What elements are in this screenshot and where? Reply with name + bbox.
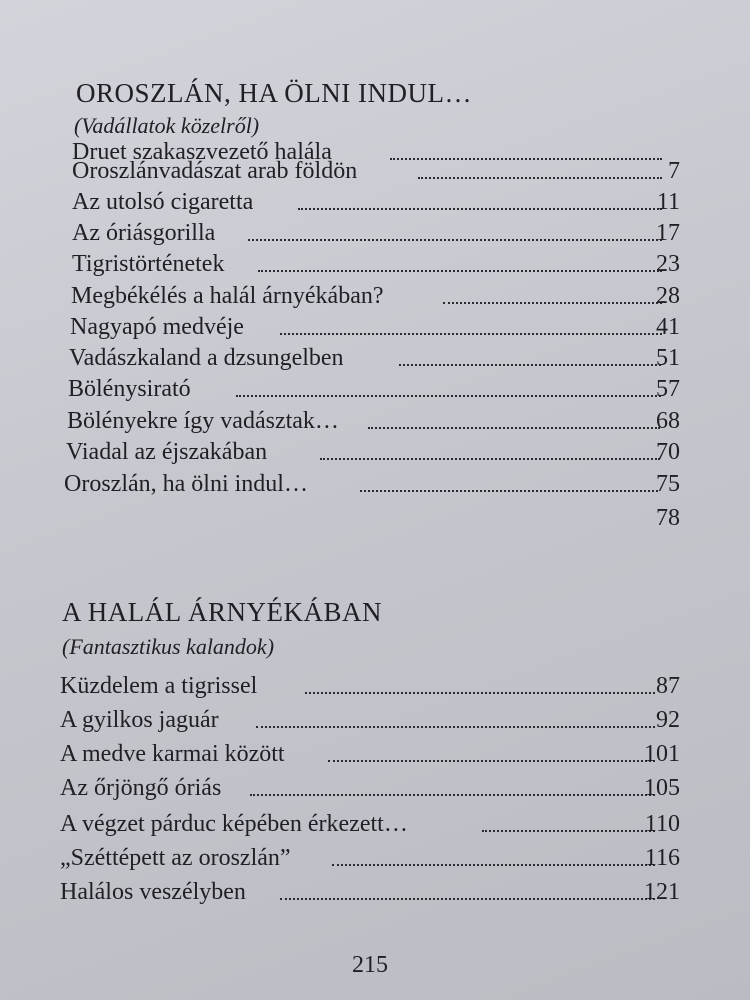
toc-entry-title: Viadal az éjszakában (66, 439, 268, 465)
toc-entry-page: 92 (656, 707, 680, 733)
dot-leader (280, 898, 655, 900)
toc-entry-title: „Széttépett az oroszlán” (60, 845, 291, 871)
toc-entry[interactable] (60, 670, 680, 702)
toc-entry-title: Megbékélés a halál árnyékában? (71, 283, 384, 309)
toc-entry-page: 116 (644, 845, 680, 871)
toc-entry[interactable] (72, 186, 680, 218)
toc-entry-page: 23 (656, 251, 680, 277)
toc-entry[interactable] (60, 842, 680, 874)
toc-entry[interactable] (69, 342, 680, 374)
toc-entry-page: 51 (656, 345, 680, 371)
toc-entry[interactable] (66, 436, 680, 468)
toc-entry[interactable] (72, 248, 680, 280)
toc-entry-title: Bölényekre így vadásztak… (67, 408, 339, 434)
section-subtitle: (Fantasztikus kalandok) (62, 634, 275, 659)
toc-entry-page: 41 (656, 314, 680, 340)
toc-entry-page: 70 (656, 439, 680, 465)
toc-entry-title: Az óriásgorilla (72, 220, 216, 246)
toc-entry-title: A gyilkos jaguár (60, 707, 219, 733)
toc-entry-page: 7 (668, 158, 680, 184)
section-title: A HALÁL ÁRNYÉKÁBAN (62, 597, 382, 627)
toc-entry-page: 105 (644, 775, 680, 801)
dot-leader (248, 239, 662, 241)
page-number: 215 (352, 952, 388, 978)
toc-entry-title: Oroszlán, ha ölni indul… (64, 471, 308, 497)
toc-entry-title: Vadászkaland a dzsungelben (69, 345, 344, 371)
toc-entry-page: 110 (644, 811, 680, 837)
toc-entry-page: 121 (644, 879, 680, 905)
toc-entry[interactable] (70, 311, 680, 343)
toc-entry-page: 75 (656, 471, 680, 497)
dot-leader (258, 270, 662, 272)
toc-entry[interactable] (72, 217, 680, 249)
toc-entry-page: 101 (644, 741, 680, 767)
toc-entry-title: Az őrjöngő óriás (60, 775, 222, 801)
section-title: OROSZLÁN, HA ÖLNI INDUL… (76, 78, 472, 108)
dot-leader (298, 208, 662, 210)
dot-leader (280, 333, 662, 335)
toc-entry[interactable] (68, 373, 680, 405)
toc-entry[interactable] (60, 808, 680, 840)
toc-entry-title: Druet szakaszvezető halála (72, 139, 332, 165)
toc-entry-title: Nagyapó medvéje (70, 314, 244, 340)
toc-entry-title: Tigristörténetek (72, 251, 225, 277)
toc-entry[interactable] (60, 876, 680, 908)
dot-leader (332, 864, 655, 866)
toc-entry[interactable] (64, 468, 680, 500)
toc-entry[interactable] (71, 280, 680, 312)
dot-leader (482, 830, 655, 832)
toc-entry-page: 68 (656, 408, 680, 434)
toc-entry-trailing-page (64, 502, 680, 534)
dot-leader (320, 458, 660, 460)
toc-entry[interactable] (60, 738, 680, 770)
toc-entry[interactable] (67, 405, 680, 437)
section-subtitle: (Vadállatok közelről) (74, 113, 260, 138)
toc-entry-title: Küzdelem a tigrissel (60, 673, 258, 699)
toc-entry-page: 28 (656, 283, 680, 309)
dot-leader (443, 302, 662, 304)
dot-leader (305, 692, 655, 694)
dot-leader (360, 490, 658, 492)
dot-leader (418, 177, 662, 179)
dot-leader (399, 364, 661, 366)
toc-entry-title: Bölénysirató (68, 376, 191, 402)
toc-entry-title: A medve karmai között (60, 741, 285, 767)
dot-leader (250, 794, 655, 796)
dot-leader (368, 427, 660, 429)
toc-entry-page: 87 (656, 673, 680, 699)
toc-entry-title: A végzet párduc képében érkezett… (60, 811, 408, 837)
dot-leader (236, 395, 661, 397)
toc-entry[interactable] (72, 155, 680, 187)
dot-leader (328, 760, 655, 762)
toc-entry-page: 78 (656, 505, 680, 531)
dot-leader (256, 726, 655, 728)
toc-entry[interactable] (60, 704, 680, 736)
toc-entry[interactable] (60, 772, 680, 804)
toc-entry-title: Oroszlánvadászat arab földön (72, 158, 358, 184)
toc-entry-title: Az utolsó cigaretta (72, 189, 254, 215)
toc-entry-page: 11 (656, 189, 680, 215)
toc-entry-title: Halálos veszélyben (60, 879, 246, 905)
toc-entry-page: 57 (656, 376, 680, 402)
toc-entry-page: 17 (656, 220, 680, 246)
